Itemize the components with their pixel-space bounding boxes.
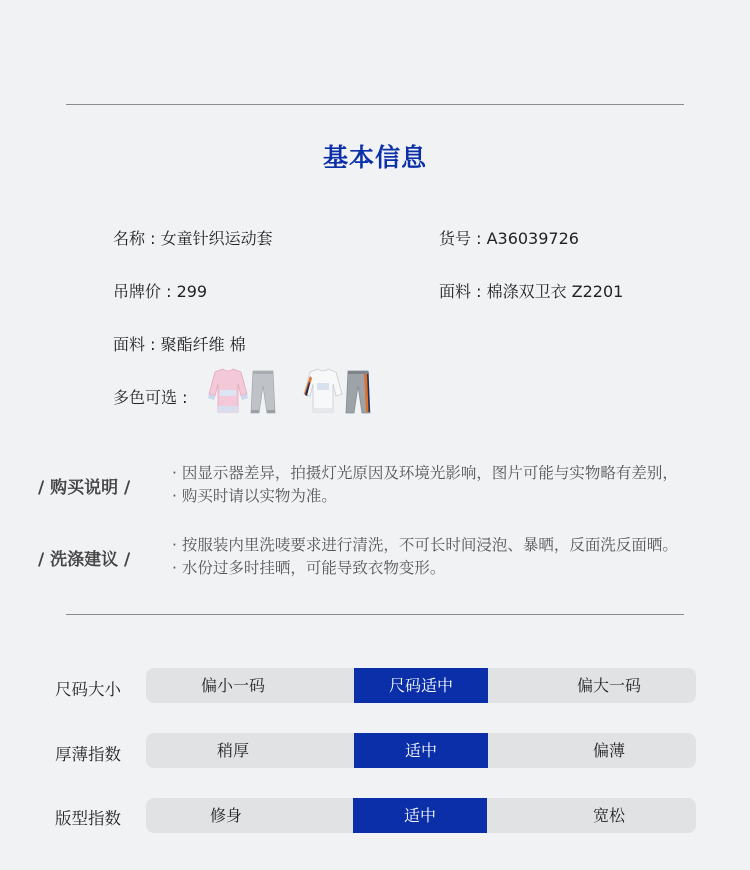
purchase-note-line-2: · 购买时请以实物为准。 xyxy=(172,487,337,505)
fit-row-label: 版型指数 xyxy=(55,809,121,828)
thickness-option-thin: 偏薄 xyxy=(592,741,625,760)
middle-divider xyxy=(66,614,684,615)
product-price: 吊牌价 : 299 xyxy=(113,282,208,301)
washing-advice-label: / 洗涤建议 / xyxy=(38,550,131,570)
fit-option-selected: 适中 xyxy=(353,798,487,833)
size-scale xyxy=(146,668,696,703)
striped-pants-icon xyxy=(346,371,370,413)
size-option-large: 偏大一码 xyxy=(576,676,641,695)
thickness-scale xyxy=(146,733,696,768)
color-option-pink[interactable] xyxy=(201,366,279,416)
product-fabric: 面料 : 聚酯纤维 棉 xyxy=(113,335,246,354)
product-fabric-detail: 面料 : 棉涤双卫衣 Z2201 xyxy=(439,282,624,301)
product-sku: 货号 : A36039726 xyxy=(439,229,579,248)
thickness-option-selected: 适中 xyxy=(354,733,488,768)
size-row-label: 尺码大小 xyxy=(55,680,121,699)
top-divider xyxy=(66,104,684,105)
fit-option-loose: 宽松 xyxy=(592,806,625,825)
washing-advice-line-1: · 按服装内里洗唛要求进行清洗，不可长时间浸泡、暴晒，反面洗反面晒。 xyxy=(172,536,678,554)
thickness-option-thick: 稍厚 xyxy=(216,741,249,760)
color-option-white[interactable] xyxy=(296,366,374,416)
washing-advice-line-2: · 水份过多时挂晒，可能导致衣物变形。 xyxy=(172,559,446,577)
fit-scale xyxy=(146,798,696,833)
purchase-note-label: / 购买说明 / xyxy=(38,478,131,498)
thickness-row-label: 厚薄指数 xyxy=(55,745,121,764)
size-option-selected: 尺码适中 xyxy=(354,668,488,703)
pink-sweatshirt-icon xyxy=(208,369,248,412)
product-name: 名称 : 女童针织运动套 xyxy=(113,229,273,248)
purchase-note-line-1: · 因显示器差异，拍摄灯光原因及环境光影响，图片可能与实物略有差别， xyxy=(172,464,678,482)
size-option-small: 偏小一码 xyxy=(200,676,265,695)
grey-pants-icon xyxy=(251,371,275,413)
white-sweatshirt-icon xyxy=(304,369,342,412)
fit-option-slim: 修身 xyxy=(209,806,242,825)
colors-label: 多色可选 : xyxy=(113,388,188,407)
section-title: 基本信息 xyxy=(322,143,427,172)
